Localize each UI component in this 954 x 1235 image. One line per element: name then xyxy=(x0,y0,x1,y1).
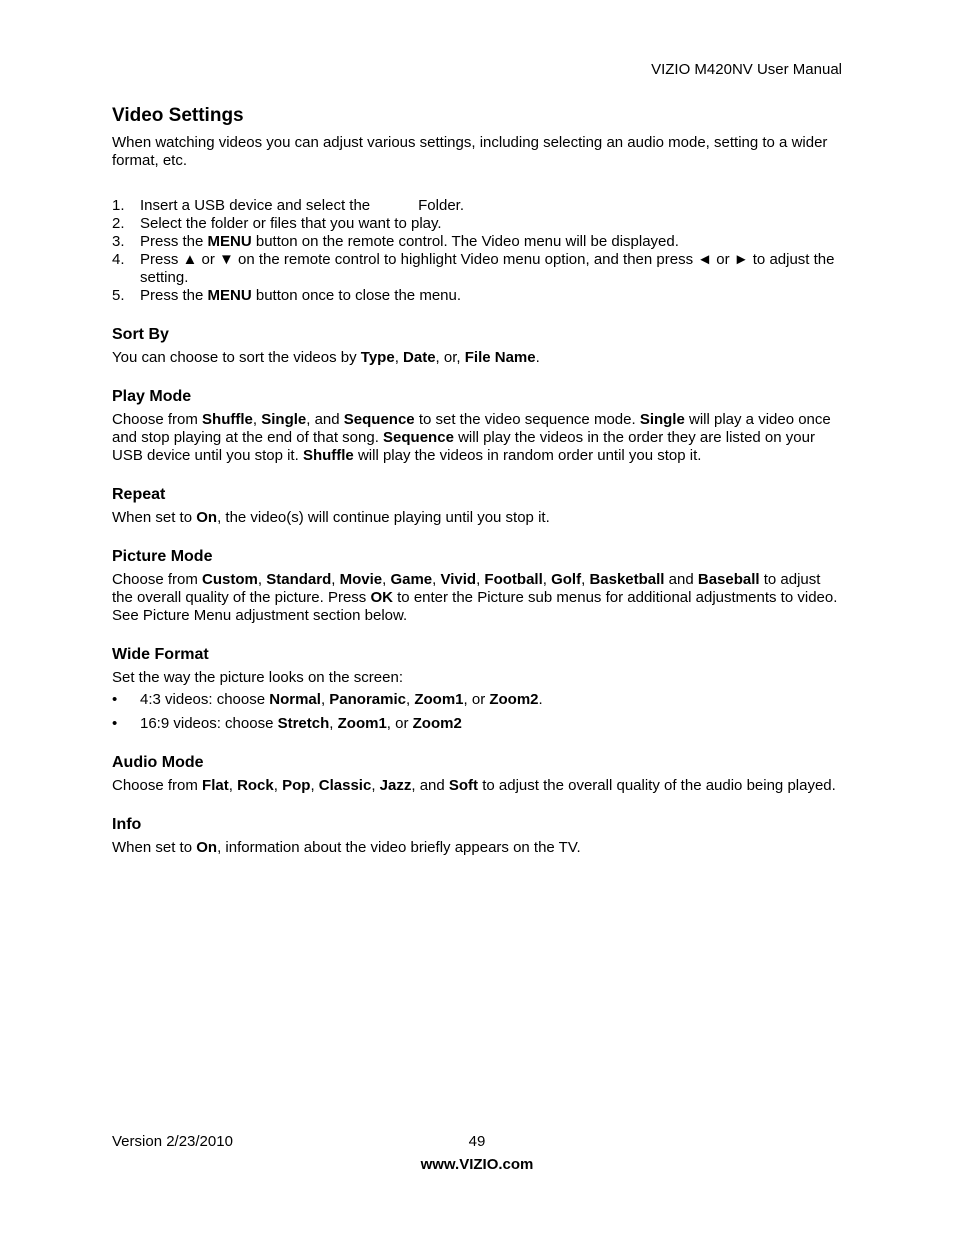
section-body: When set to On, information about the video briefly appears on the TV. xyxy=(112,839,581,856)
section-info xyxy=(112,815,842,857)
step-text: Folder. xyxy=(418,197,464,214)
step-number: 1. xyxy=(112,197,125,214)
step-text: Select the folder or files that you want to play. xyxy=(140,215,442,232)
section-body: You can choose to sort the videos by Type, Date, or, File Name. xyxy=(112,349,540,366)
section-heading: Sort By xyxy=(112,326,169,343)
step-text: Insert a USB device and select the xyxy=(140,197,371,214)
footer-url: www.VIZIO.com xyxy=(420,1156,534,1173)
section-repeat xyxy=(112,485,842,527)
section-sort-by xyxy=(112,325,842,367)
list-item xyxy=(112,215,842,233)
step-text: button on the remote control. The Video menu will be displayed. xyxy=(251,233,679,250)
section-body: Set the way the picture looks on the screen: xyxy=(112,669,403,686)
list-item xyxy=(112,197,842,215)
bullet-icon: • xyxy=(112,691,118,708)
section-body: Choose from Shuffle, Single, and Sequence to set the video sequence mode. Single will play a video once and stop playing at the end of that song. Sequence will play the videos in the order they are listed on your USB device until you stop it. Shuffle will play the videos in random order until you stop it. xyxy=(112,411,831,464)
step-bold: MENU xyxy=(207,233,252,250)
section-body: Choose from Custom, Standard, Movie, Game, Vivid, Football, Golf, Basketball and Baseball to adjust the overall quality of the picture. Press OK to enter the Picture sub menus for additional adjustments to video. See Picture Menu adjustment section below. xyxy=(112,571,838,624)
page-title: Video Settings xyxy=(112,105,244,126)
step-text: Press the xyxy=(140,233,208,250)
step-number: 2. xyxy=(112,215,125,232)
step-number: 4. xyxy=(112,251,125,268)
section-heading: Audio Mode xyxy=(112,754,204,771)
step-text: Press ▲ or ▼ on the remote control to highlight Video menu option, and then press ◄ or ► to adjust the setting. xyxy=(140,251,835,286)
footer-version: Version 2/23/2010 xyxy=(112,1133,233,1150)
section-body: When set to On, the video(s) will continue playing until you stop it. xyxy=(112,509,550,526)
section-heading: Play Mode xyxy=(112,388,192,405)
section-picture-mode xyxy=(112,547,842,625)
section-body: Choose from Flat, Rock, Pop, Classic, Jazz, and Soft to adjust the overall quality of the audio being played. xyxy=(112,777,836,794)
section-heading: Picture Mode xyxy=(112,548,213,565)
step-number: 5. xyxy=(112,287,125,304)
section-heading: Info xyxy=(112,816,142,833)
wide-format-list xyxy=(112,691,842,733)
list-item: • 4:3 videos: choose Normal, Panoramic, Zoom1, or Zoom2. xyxy=(112,691,543,708)
steps-list xyxy=(112,197,842,305)
bullet-icon: • xyxy=(112,715,118,732)
manual-title: VIZIO M420NV User Manual xyxy=(651,61,842,78)
page-number: 49 xyxy=(468,1133,486,1150)
step-text: Press the xyxy=(140,287,208,304)
intro-paragraph: When watching videos you can adjust various settings, including selecting an audio mode, setting to a wider format, etc. xyxy=(112,134,828,169)
list-item xyxy=(112,233,842,251)
page-content xyxy=(112,104,842,877)
section-heading: Wide Format xyxy=(112,646,209,663)
section-heading: Repeat xyxy=(112,486,166,503)
step-text: button once to close the menu. xyxy=(251,287,462,304)
section-wide-format xyxy=(112,645,842,733)
step-bold: MENU xyxy=(207,287,252,304)
list-item: • 16:9 videos: choose Stretch, Zoom1, or Zoom2 xyxy=(112,715,462,732)
step-number: 3. xyxy=(112,233,125,250)
section-audio-mode xyxy=(112,753,842,795)
list-item xyxy=(112,251,842,287)
section-play-mode xyxy=(112,387,842,465)
list-item xyxy=(112,287,842,305)
